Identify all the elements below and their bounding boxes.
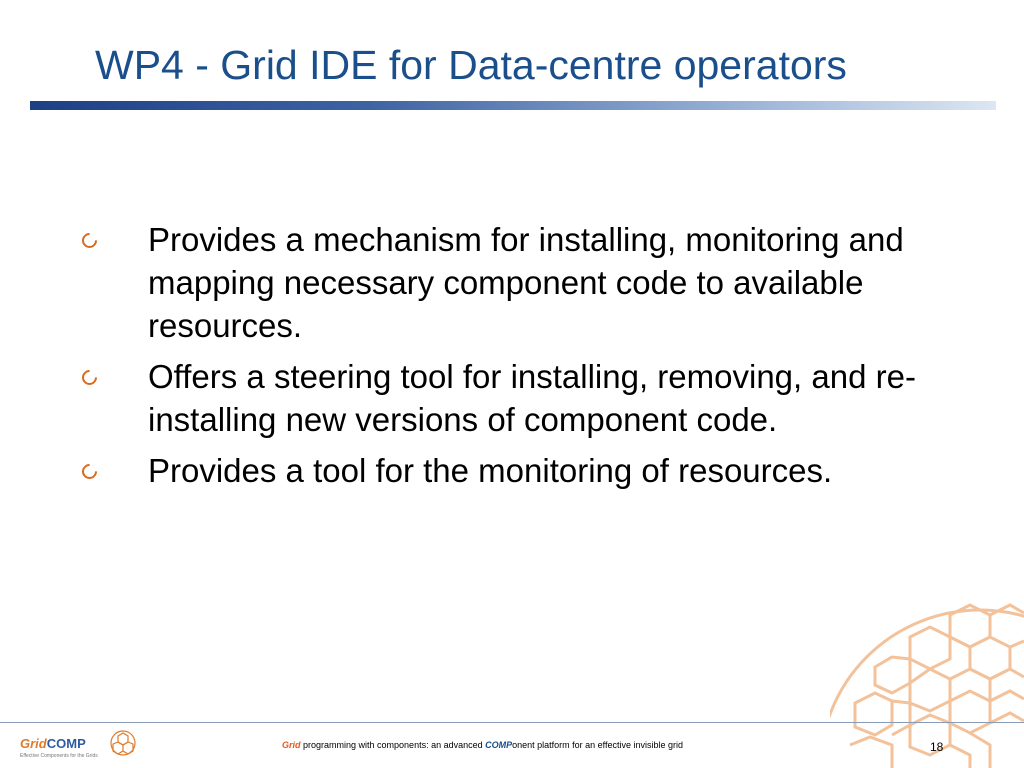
slide-title: WP4 - Grid IDE for Data-centre operators — [95, 42, 847, 88]
bullet-circle-icon — [79, 367, 100, 388]
page-number: 18 — [930, 740, 944, 754]
logo-wordmark: GridCOMP — [20, 736, 86, 751]
bullet-list — [80, 218, 1000, 500]
bullet-item — [80, 355, 1000, 441]
logo-hexagon-icon — [108, 728, 138, 758]
bullet-item — [80, 218, 1000, 347]
title-underline-bar — [30, 101, 996, 110]
footer-tagline: Grid programming with components: an advanced COMPonent platform for an effective invisible grid — [282, 740, 684, 750]
bullet-text: Provides a mechanism for installing, monitoring and mapping necessary component code to available resources. — [148, 221, 904, 344]
footer-divider — [0, 722, 1024, 723]
bullet-text: Provides a tool for the monitoring of resources. — [148, 452, 833, 489]
bullet-circle-icon — [79, 230, 100, 251]
bullet-text: Offers a steering tool for installing, removing, and re-installing new versions of component code. — [148, 358, 916, 438]
gridcomp-logo — [20, 728, 130, 768]
bullet-circle-icon — [79, 461, 100, 482]
logo-subtitle: Effective Components for the Grids — [20, 753, 98, 759]
bullet-item — [80, 449, 1000, 492]
hexagon-sphere-decoration — [830, 595, 1024, 768]
